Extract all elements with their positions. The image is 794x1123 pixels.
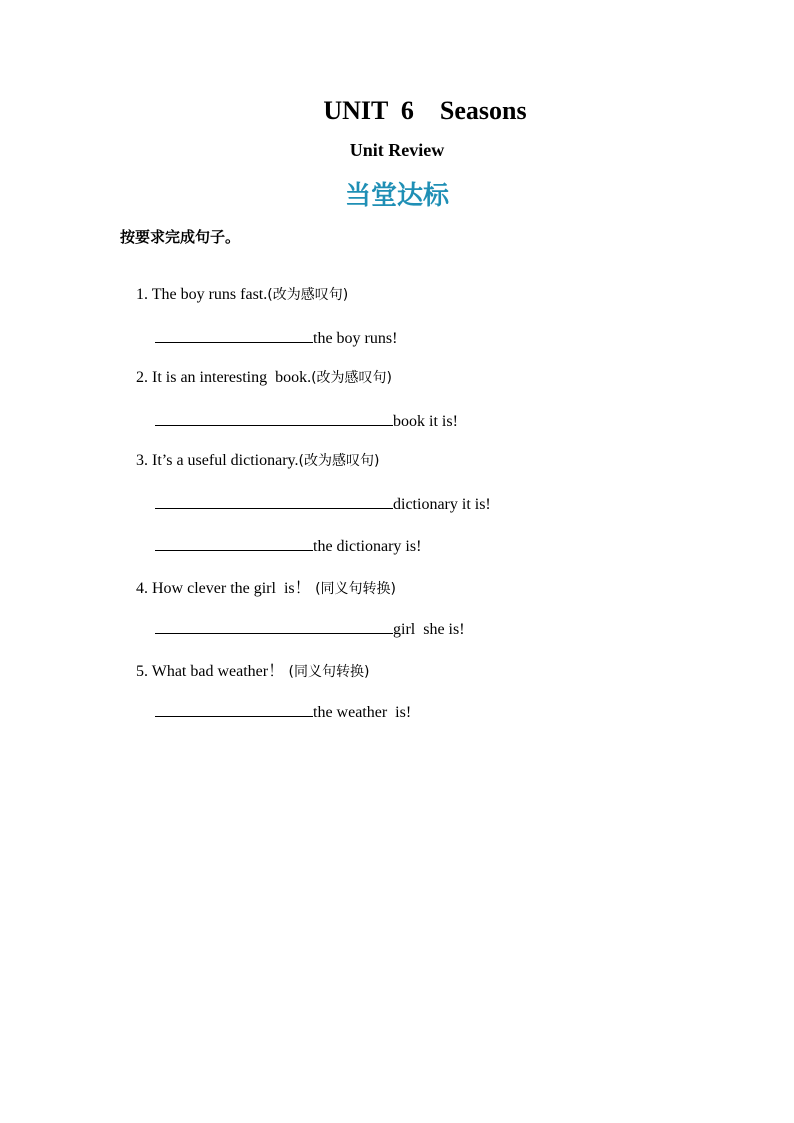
answer-1-text: the boy runs! [313,330,398,347]
answer-blank[interactable] [155,617,393,634]
unit-title: UNIT 6 Seasons [323,96,527,125]
instruction-text: 按要求完成句子。 [120,228,241,246]
answer-5-text: the weather is! [313,704,412,721]
answer-blank[interactable] [155,700,313,717]
question-2-prompt: 2. It is an interesting book. [136,369,312,386]
question-1-note: (改为感叹句) [267,287,349,303]
answer-blank[interactable] [155,534,313,551]
answer-blank[interactable] [155,326,313,343]
answer-4-text: girl she is! [393,621,465,638]
question-4-note: (同义句转换) [310,581,397,597]
answer-blank[interactable] [155,492,393,509]
answer-5 [139,682,411,740]
question-5-prompt: 5. What bad weather！ [136,663,285,680]
question-3-prompt: 3. It’s a useful dictionary. [136,452,299,469]
answer-3b-text: the dictionary is! [313,538,422,555]
answer-2-text: book it is! [393,413,458,430]
answer-3a-text: dictionary it is! [393,496,491,513]
question-5-note: (同义句转换) [284,664,370,680]
question-2-note: (改为感叹句) [311,370,393,386]
question-1-prompt: 1. The boy runs fast. [136,286,268,303]
question-3-note: (改为感叹句) [298,453,380,469]
answer-blank[interactable] [155,409,393,426]
question-4-prompt: 4. How clever the girl is！ [136,580,311,597]
section-heading: 当堂达标 [344,181,449,211]
unit-subtitle: Unit Review [349,140,445,160]
